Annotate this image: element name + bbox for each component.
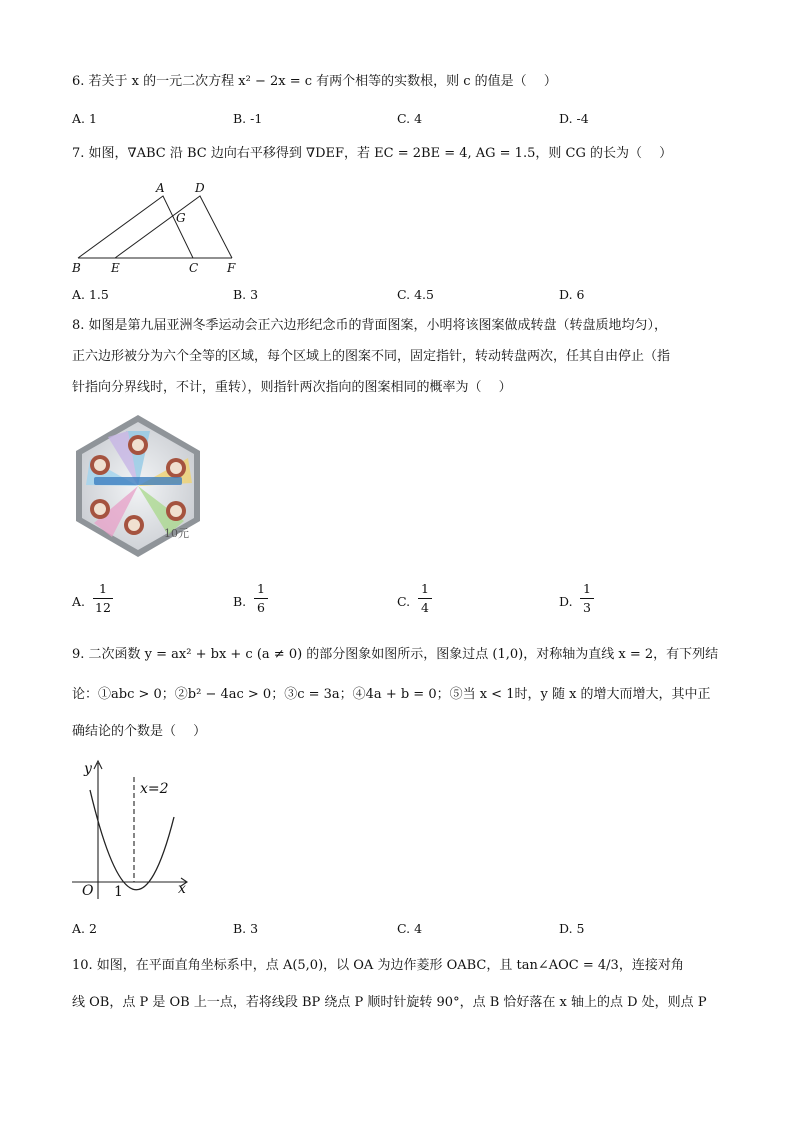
label-d: D (195, 181, 205, 195)
q6-option-d: D. -4 (559, 111, 589, 126)
q8-option-c-fraction (418, 581, 432, 616)
label-f: F (227, 261, 236, 275)
fraction-numerator: 1 (99, 581, 107, 596)
q8-text-line2: 正六边形被分为六个全等的区域，每个区域上的图案不同，固定指针，转动转盘两次，任其自由停止（指 (72, 349, 671, 364)
q7-option-a: A. 1.5 (72, 287, 109, 302)
q6-text: 6. 若关于 x 的一元二次方程 x² − 2x = c 有两个相等的实数根，则 c 的值是（ ） (72, 74, 557, 89)
fraction-numerator: 1 (257, 581, 265, 596)
coin-value: 10元 (164, 527, 189, 540)
q8-option-d-fraction (580, 581, 594, 616)
triangle-abc (78, 196, 193, 258)
fraction-denominator: 12 (95, 600, 111, 615)
label-e: E (111, 261, 120, 275)
q8-option-c-letter: C. (397, 594, 411, 609)
q8-option-b-letter: B. (233, 594, 247, 609)
fraction-denominator: 6 (257, 600, 265, 615)
q7-option-d: D. 6 (559, 287, 585, 302)
one-label: 1 (114, 884, 123, 900)
q9-option-b: B. 3 (233, 921, 259, 936)
q9-option-d: D. 5 (559, 921, 585, 936)
label-b: B (72, 261, 81, 275)
q9-option-c: C. 4 (397, 921, 423, 936)
q9-text-line3: 确结论的个数是（ ） (72, 724, 207, 739)
origin-label: O (82, 883, 94, 899)
q10-text-line1: 10. 如图，在平面直角坐标系中，点 A(5,0)，以 OA 为边作菱形 OABC，且 tan∠AOC = 4/3，连接对角 (72, 958, 684, 973)
q8-hexagon-coin-image (72, 413, 204, 559)
y-label: y (84, 761, 92, 777)
q9-text-line2: 论：①abc > 0；②b² − 4ac > 0；③c = 3a；④4a + b = 0；⑤当 x < 1时，y 随 x 的增大而增大，其中正 (72, 687, 711, 702)
x-label: x (178, 881, 186, 897)
q9-option-a: A. 2 (72, 921, 97, 936)
parabola-curve (90, 790, 174, 890)
fraction-numerator: 1 (583, 581, 591, 596)
q8-option-d-letter: D. (559, 594, 573, 609)
q7-option-c: C. 4.5 (397, 287, 434, 302)
q9-parabola-graph (70, 755, 200, 905)
label-a: A (156, 181, 165, 195)
q8-option-b-fraction (254, 581, 268, 616)
q6-option-a: A. 1 (72, 111, 97, 126)
fraction-denominator: 3 (583, 600, 591, 615)
q9-text-line1: 9. 二次函数 y = ax² + bx + c (a ≠ 0) 的部分图象如图所示，图象过点 (1,0)，对称轴为直线 x = 2，有下列结 (72, 647, 719, 662)
q7-option-b: B. 3 (233, 287, 259, 302)
label-c: C (189, 261, 199, 275)
symmetry-label: x=2 (140, 781, 169, 797)
label-g: G (176, 211, 186, 225)
q8-text-line1: 8. 如图是第九届亚洲冬季运动会正六边形纪念币的背面图案，小明将该图案做成转盘（转盘质地均匀）， (72, 318, 668, 333)
q8-option-a-letter: A. (72, 594, 86, 609)
q10-text-line2: 线 OB，点 P 是 OB 上一点，若将线段 BP 绕点 P 顺时针旋转 90°，点 B 恰好落在 x 轴上的点 D 处，则点 P (72, 995, 707, 1010)
q7-text: 7. 如图，∇ABC 沿 BC 边向右平移得到 ∇DEF，若 EC = 2BE = 4, AG = 1.5，则 CG 的长为（ ） (72, 146, 673, 161)
fraction-denominator: 4 (421, 600, 429, 615)
q8-text-line3: 针指向分界线时，不计，重转），则指针两次指向的图案相同的概率为（ ） (72, 380, 512, 395)
q6-option-c: C. 4 (397, 111, 423, 126)
triangle-def (115, 196, 232, 258)
q8-option-a-fraction (93, 581, 113, 616)
q6-option-b: B. -1 (233, 111, 263, 126)
q7-triangle-figure (68, 178, 248, 278)
fraction-numerator: 1 (421, 581, 429, 596)
